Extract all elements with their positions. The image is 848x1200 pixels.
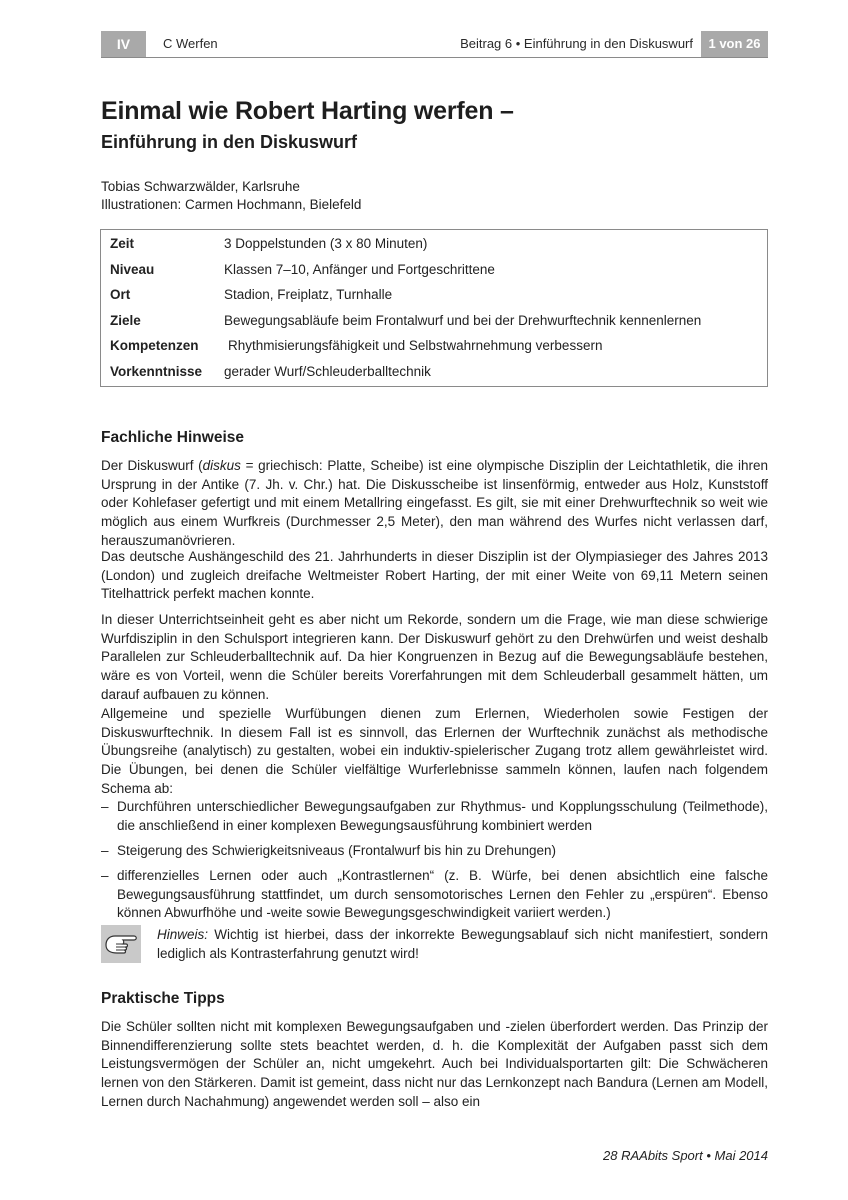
page-header: [101, 31, 768, 58]
page-subtitle: Einführung in den Diskuswurf: [101, 132, 357, 152]
paragraph: Das deutsche Aushängeschild des 21. Jahrhunderts in dieser Disziplin ist der Olympiasieger des Jahres 2013 (London) und zugleich dreifache Weltmeister Robert Harting, der mit einer Weite von 69,11 Metern seinen Titelhattrick perfekt machen konnte.: [101, 549, 768, 602]
section-badge: IV: [101, 31, 146, 57]
article-label: Beitrag 6 • Einführung in den Diskuswurf: [460, 36, 693, 51]
author-line: Tobias Schwarzwälder, Karlsruhe: [101, 179, 300, 194]
paragraph: Allgemeine und spezielle Wurfübungen dienen zum Erlernen, Wiederholen sowie Festigen der Diskuswurftechnik. In diesem Fall ist es sinnvoll, das Erlernen der Wurftechnik zunächst als methodische Übungsreihe (analytisch) zu gestalten, wobei ein induktiv-spielerischer Zugang trotz allem gewährleistet wird. Die Übungen, bei denen die Schüler vielfältige Wurferlebnisse sammeln können, laufen nach folgendem Schema ab:: [101, 706, 768, 796]
authors: [101, 178, 361, 214]
list-item-text: differenzielles Lernen oder auch „Kontrastlernen“ (z. B. Würfe, bei denen absichtlich eine falsche Bewegungsausführung stattfindet, um durch sensomotorisches Lernen den Fehler zu „erspüren“. Ebenso können Abwurfhöhe und -weite sowie Bewegungsgeschwindigkeit variiert werden.): [117, 868, 768, 921]
text: Der Diskuswurf (: [101, 458, 203, 473]
list-item-text: Steigerung des Schwierigkeitsniveaus (Frontalwurf bis hin zu Drehungen): [117, 843, 556, 858]
bullet-dash: –: [101, 843, 109, 858]
info-value: gerader Wurf/Schleuderballtechnik: [224, 363, 431, 379]
info-value: Stadion, Freiplatz, Turnhalle: [224, 287, 393, 302]
info-label: Vorkenntnisse: [110, 363, 203, 379]
bullet-dash: –: [101, 799, 109, 814]
emphasis: diskus: [202, 458, 241, 473]
hint-note: [157, 926, 768, 963]
info-value: 3 Doppelstunden (3 x 80 Minuten): [224, 236, 428, 251]
page-counter: 1 von 26: [701, 31, 768, 57]
info-label: Zeit: [110, 236, 135, 251]
page-footer: 28 RAAbits Sport • Mai 2014: [603, 1148, 768, 1163]
bullet-dash: –: [101, 868, 109, 883]
info-label: Kompetenzen: [110, 338, 199, 353]
illustrations-line: Illustrationen: Carmen Hochmann, Bielefeld: [101, 197, 362, 212]
section-heading-fachliche-hinweise: Fachliche Hinweise: [101, 429, 244, 446]
info-label: Ziele: [110, 312, 141, 328]
info-value: Bewegungsabläufe beim Frontalwurf und bei der Drehwurftechnik kennenlernen: [224, 312, 702, 328]
pointing-hand-icon: [101, 925, 141, 963]
info-label: Niveau: [110, 261, 155, 277]
info-label: Ort: [110, 287, 131, 302]
hint-body: Wichtig ist hierbei, dass der inkorrekte Bewegungsablauf sich nicht manifestiert, sondern lediglich als Kontrasterfahrung genutzt wird!: [157, 927, 768, 961]
section-heading-praktische-tipps: Praktische Tipps: [101, 990, 225, 1007]
info-value: Rhythmisierungsfähigkeit und Selbstwahrnehmung verbessern: [228, 338, 603, 353]
paragraph: [101, 457, 768, 551]
text: = griechisch: Platte, Scheibe) ist eine olympische Disziplin der Leichtathletik, die ihren Ursprung in der Antike (7. Jh. v. Chr.) hat. Die Diskusscheibe ist linsenförmig, entweder aus Holz, Kunststoff oder Kohlefaser gefertigt und mit einem Metallring eingefasst. Es gilt, sie mit einer Drehwurftechnik so weit wie möglich aus einem Wurfkreis (Durchmesser 2,5 Meter), den man während des Wurfes nicht verlassen darf, herauszumanövrieren.: [101, 458, 768, 548]
list-item-text: Durchführen unterschiedlicher Bewegungsaufgaben zur Rhythmus- und Kopplungsschulung (Teilmethode), die anschließend in einer komplexen Bewegungsausführung kombiniert werden: [117, 799, 768, 833]
info-box: [100, 229, 768, 387]
hint-label: Hinweis:: [157, 927, 209, 942]
info-value: Klassen 7–10, Anfänger und Fortgeschrittene: [224, 261, 495, 277]
chapter-label: C Werfen: [163, 36, 218, 51]
paragraph: Die Schüler sollten nicht mit komplexen Bewegungsaufgaben und -zielen überfordert werden. Das Prinzip der Binnendifferenzierung sollte stets beachtet werden, d. h. die Komplexität der Aufgaben passt sich dem Leistungsvermögen der Schüler an, nicht umgekehrt. Auch bei Individualsportarten gilt: Die Schwächeren lernen von den Stärkeren. Damit ist gemeint, dass nicht nur das Lernkonzept nach Bandura (Lernen am Modell, Lernen durch Nachahmung) angewendet werden soll – also ein: [101, 1019, 768, 1109]
page-title: Einmal wie Robert Harting werfen –: [101, 97, 514, 125]
paragraph: In dieser Unterrichtseinheit geht es aber nicht um Rekorde, sondern um die Frage, wie man diese schwierige Wurfdisziplin in den Schulsport integrieren kann. Der Diskuswurf gehört zu den Drehwürfen und weist deshalb Parallelen zur Schleuderballtechnik auf. Da hier Kongruenzen in Bezug auf die Bewegungsabläufe bestehen, wäre es von Vorteil, wenn die Schüler bereits Vorerfahrungen mit dem Schleuderball gesammelt hätten, um darauf aufbauen zu können.: [101, 612, 768, 702]
